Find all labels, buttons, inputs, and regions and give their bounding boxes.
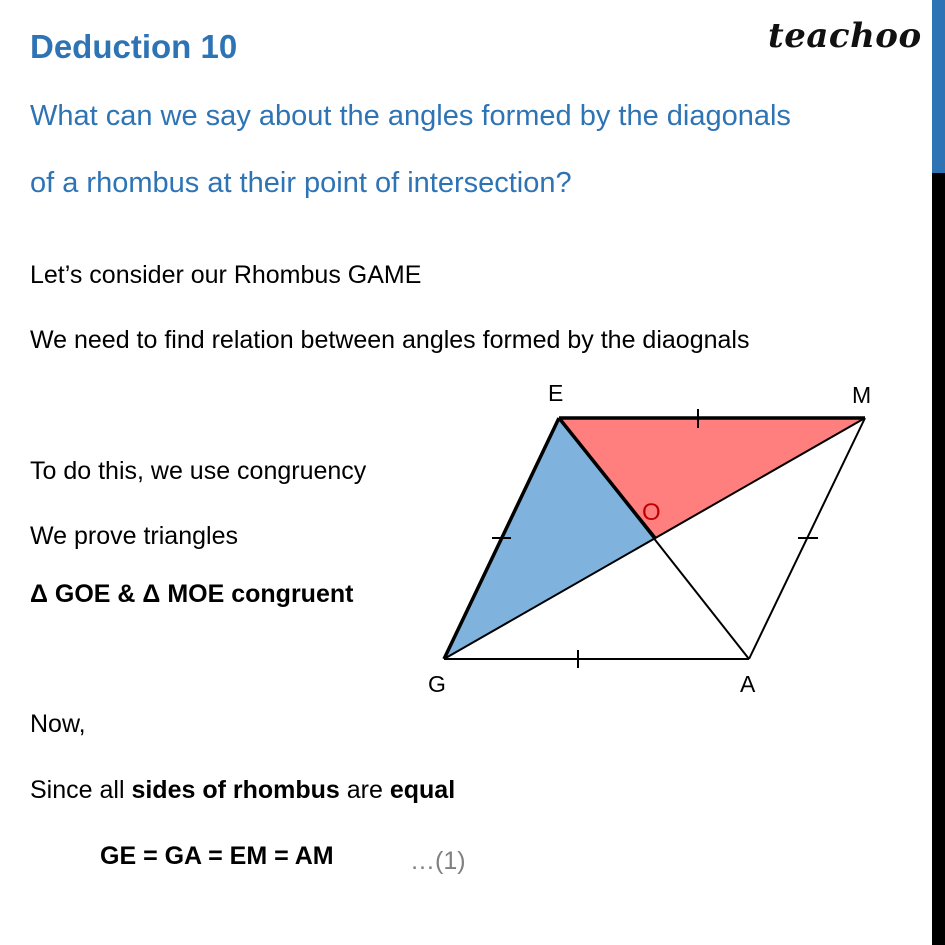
- equation: GE = GA = EM = AM: [100, 842, 334, 870]
- prove-text: We prove triangles: [30, 522, 238, 550]
- now-text: Now,: [30, 710, 86, 738]
- sides-text-bold-2: equal: [389, 776, 456, 804]
- intro-text: Let’s consider our Rhombus GAME: [30, 261, 422, 289]
- question-line-2: of a rhombus at their point of intersection?: [30, 167, 572, 199]
- brand-logo: teachoo: [768, 16, 922, 56]
- goal-text: We need to find relation between angles formed by the diaognals: [30, 326, 750, 354]
- label-a: A: [740, 671, 756, 697]
- sides-text-bold-1: sides of rhombus: [131, 776, 340, 804]
- sides-text-mid: are: [339, 776, 390, 804]
- page-title: Deduction 10: [30, 28, 238, 65]
- equation-reference: …(1): [410, 847, 466, 875]
- question-line-1: What can we say about the angles formed by the diagonals: [30, 100, 791, 132]
- method-text: To do this, we use congruency: [30, 457, 367, 485]
- sides-text-pre: Since all: [30, 776, 132, 804]
- label-g: G: [428, 671, 446, 697]
- congruent-statement: Δ GOE & Δ MOE congruent: [30, 580, 354, 608]
- label-m: M: [852, 382, 872, 408]
- label-o: O: [642, 499, 661, 526]
- label-e: E: [548, 380, 564, 406]
